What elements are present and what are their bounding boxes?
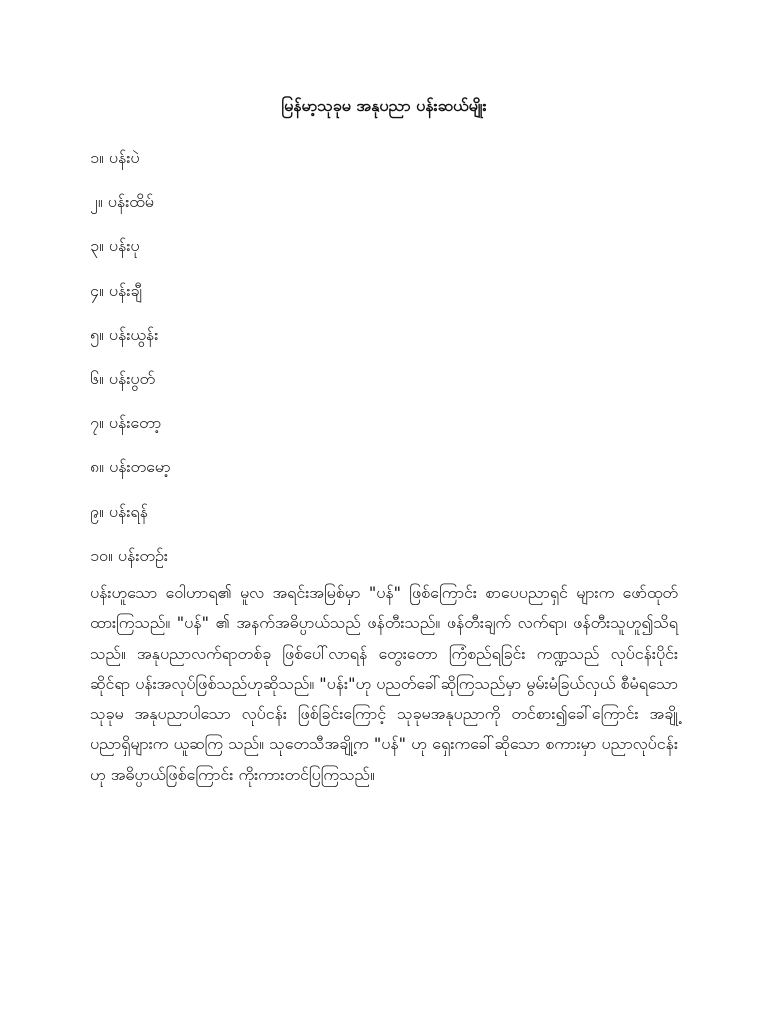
craft-list xyxy=(90,146,171,588)
list-item: ၃။ ပန်းပု xyxy=(90,236,140,256)
list-item: ၇။ ပန်းတော့ xyxy=(90,413,162,433)
list-item: ၄။ ပန်းချီ xyxy=(90,280,142,300)
document-title: မြန်မာ့သုခုမ အနုပညာ ပန်းဆယ်မျိုး xyxy=(281,96,487,115)
list-item: ၂။ ပန်းထိမ် xyxy=(90,192,154,212)
list-item: ၅။ ပန်းယွန်း xyxy=(90,324,159,344)
list-item: ၆။ ပန်းပွတ် xyxy=(90,368,156,388)
body-paragraph: ပန်းဟူသော ဝေါဟာရ၏ မူလ အရင်းအမြစ်မှာ "ပန်" ဖြစ်ကြောင်း စာပေပညာရှင် များက ဖော်ထုတ်ထားကြသည်။ "ပန်" ၏ အနက်အဓိပ္ပာယ်သည် ဖန်တီးသည်။ ဖန်တီးချက် လက်ရာ၊ ဖန်တီးသူဟူ၍သိရသည်။ အနုပညာလက်ရာတစ်ခု ဖြစ်ပေါ်လာရန် တွေးတော ကြံစည်ရခြင်း ကဏ္ဍသည် လုပ်ငန်းပိုင်းဆိုင်ရာ ပန်းအလုပ်ဖြစ်သည်ဟုဆိုသည်။ "ပန်း"ဟု ပညတ်ခေါ်ဆိုကြသည်မှာ မွမ်းမံခြယ်လှယ် စီမံရသော သုခုမ အနုပညာပါသော လုပ်ငန်း ဖြစ်ခြင်းကြောင့် သုခုမအနုပညာကို တင်စား၍ခေါ်ကြောင်း အချို့ပညာရှိများက ယူဆကြ သည်။ သုတေသီအချို့က "ပန်" ဟု ရှေးကခေါ်ဆိုသော စကားမှာ ပညာလုပ်ငန်းဟု အဓိပ္ပာယ်ဖြစ်ကြောင်း ကိုးကားတင်ပြကြသည်။ xyxy=(90,583,678,784)
list-item: ၈။ ပန်းတမော့ xyxy=(90,457,171,477)
list-item: ၁။ ပန်းပဲ xyxy=(90,148,140,167)
list-item: ၉။ ပန်းရန် xyxy=(90,501,148,521)
list-item: ၁၀။ ပန်းတဉ်း xyxy=(90,545,168,565)
